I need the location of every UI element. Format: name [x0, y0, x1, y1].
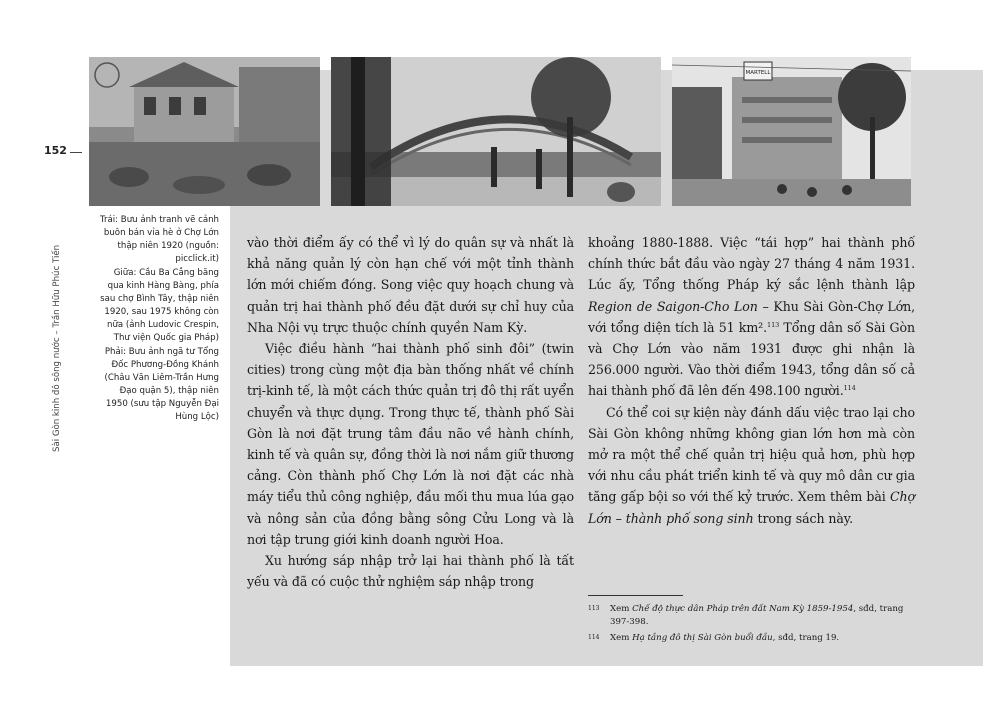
footnotes — [588, 603, 915, 649]
paragraph: khoảng 1880-1888. Việc “tái hợp” hai thành phố chính thức bắt đầu vào ngày 27 tháng 4 năm 1931. Lúc ấy, Tổng thống Pháp ký sắc lệnh thành lập Region de Saigon-Cho Lon – Khu Sài Gòn-Chợ Lớn, với tổng diện tích là 51 km².$^{113}$ Tổng dân số Sài Gòn và Chợ Lớn vào năm 1931 được ghi nhận là 256.000 người. Vào thời điểm 1943, tổng dân số cả hai thành phố đã lên đến 498.100 người.$^{114}$ — [588, 235, 915, 399]
footnote: 114 Xem Hạ tầng đô thị Sài Gòn buổi đầu, sđd, trang 19. — [588, 633, 840, 643]
footnote-number: 114 — [588, 634, 600, 641]
paragraph: Có thể coi sự kiện này đánh dấu việc trao lại cho Sài Gòn không những không gian lớn hơn mà còn mở ra một thể chế quản trị hiệu quả hơn, phù hợp với nhu cầu phát triển kinh tế và quy mô dân cư gia tăng gấp bội so với thế kỷ trước. Xem thêm bài Chợ Lớn – thành phố song sinh trong sách này. — [588, 404, 915, 526]
paragraph: Xu hướng sáp nhập trở lại hai thành phố là tất yếu và đã có cuộc thử nghiệm sáp nhập trong — [247, 553, 574, 590]
photo-tong-doc-phuong-intersection — [672, 57, 911, 206]
page-number-rule — [70, 152, 82, 153]
footnote-separator — [588, 595, 683, 596]
footnote-reference: 114 — [843, 384, 856, 393]
page-number: 152 — [44, 144, 67, 157]
running-title: Sài Gòn kinh đô sông nước – Trần Hữu Phúc Tiến — [52, 244, 62, 452]
body-column-left — [247, 232, 574, 592]
photo-cho-lon-street-market — [89, 57, 320, 206]
paragraph: Việc điều hành “hai thành phố sinh đôi” (twin cities) trong cùng một địa bàn thống nhất về chính trị-kinh tế, là một cách thức quản trị đô thị rất uyển chuyển và thực dụng. Trong thực tế, thành phố Sài Gòn là nơi đặt trung tâm đầu não về hành chính, kinh tế và quân sự, đồng thời là nơi nắm giữ thương cảng. Còn thành phố Chợ Lớn là nơi đặt các nhà máy tiểu thủ công nghiệp, đầu mối thu mua lúa gạo và nông sản của đồng bằng sông Cửu Long và là nơi tập trung giới kinh doanh người Hoa. — [247, 341, 574, 547]
photo-ba-cang-bridge — [331, 57, 661, 206]
martell-sign-text: MARTELL — [745, 70, 771, 76]
footnote-number: 113 — [588, 605, 600, 612]
footnote-reference: 113 — [767, 320, 780, 329]
photo-captions — [96, 214, 219, 425]
footnote: 113 Xem Chế độ thực dân Pháp trên đất Nam Kỳ 1859-1954, sđd, trang 397-398. — [588, 604, 904, 627]
body-column-right — [588, 232, 915, 529]
caption-middle: Giữa: Cầu Ba Cẳng băng qua kinh Hàng Bàng, phía sau chợ Bình Tây, thập niên 1920, sau 1975 không còn nữa (ảnh Ludovic Crespin, Thư viện Quốc gia Pháp) — [100, 268, 219, 343]
caption-right: Phải: Bưu ảnh ngã tư Tổng Đốc Phương-Đồng Khánh (Châu Văn Liêm-Trần Hưng Đạo quận 5), thập niên 1950 (sưu tập Nguyễn Đại Hùng Lộc) — [104, 347, 219, 422]
caption-left: Trái: Bưu ảnh tranh vẽ cảnh buôn bán vỉa hè ở Chợ Lớn thập niên 1920 (nguồn: picclick.it) — [100, 215, 219, 264]
paragraph: vào thời điểm ấy có thể vì lý do quân sự và nhất là khả năng quản lý còn hạn chế với một tỉnh thành lớn mới chiếm đóng. Song việc quy hoạch chung và quản trị hai thành phố đều đặt dưới sự chỉ huy của Nha Nội vụ trực thuộc chính quyền Nam Kỳ. — [247, 235, 574, 335]
